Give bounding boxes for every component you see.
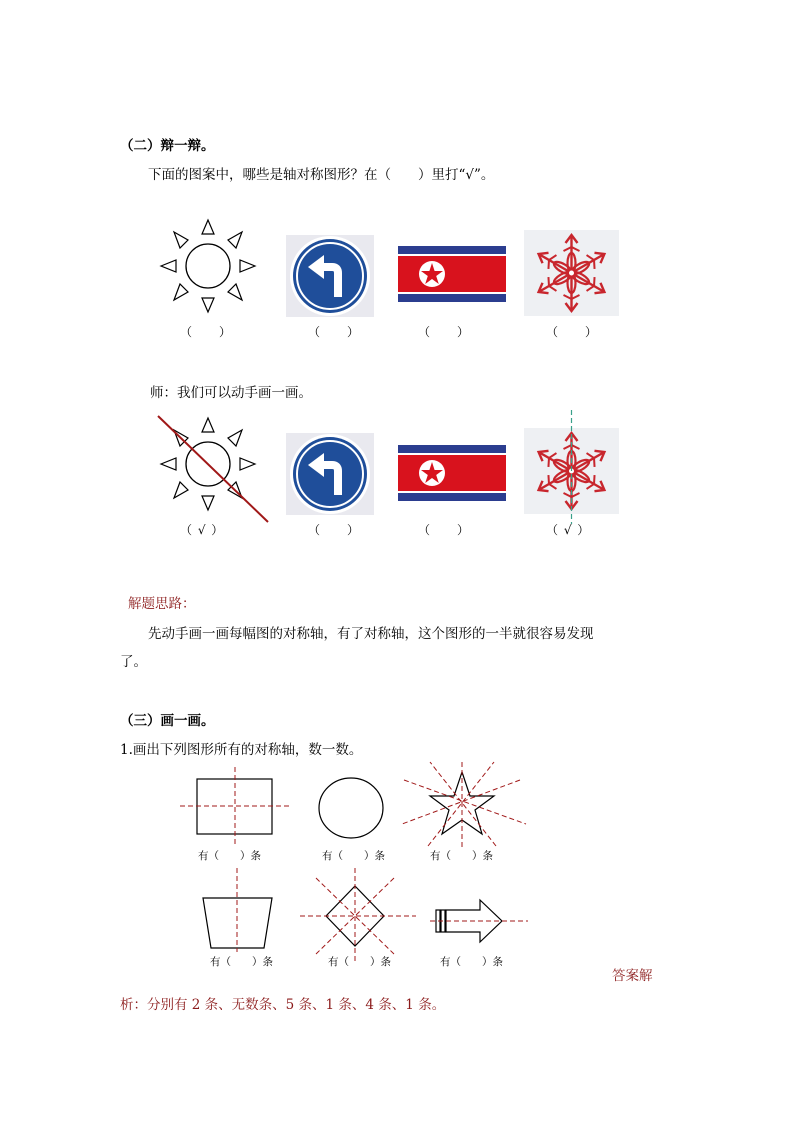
rectangle-shape [180,767,296,847]
answer-text-content: 析：分别有 2 条、无数条、5 条、1 条、4 条、1 条。 [120,997,446,1013]
arrow-shape [430,894,530,950]
answer-paren-snowflake-checked[interactable]: （ √ ） [546,523,591,537]
answer-paren-snowflake[interactable]: （ ） [546,325,599,339]
star-shape [398,762,534,848]
section-3-question: 1.画出下列图形所有的对称轴，数一数。 [120,742,363,758]
count-arrow[interactable]: 有（ ）条 [440,956,503,968]
answer-paren-sun[interactable]: （ ） [180,325,233,339]
analysis-text-line2: 了。 [120,654,147,670]
sun-icon [158,218,258,314]
analysis-label: 解题思路： [128,596,196,612]
section-3-title: （三）画一画。 [120,713,215,729]
snowflake-icon [524,230,619,316]
count-circle[interactable]: 有（ ）条 [322,850,385,862]
section-2-title: （二）辩一辩。 [120,138,215,154]
count-star[interactable]: 有（ ）条 [430,850,493,862]
answer-paren-sign-2[interactable]: （ ） [308,523,361,537]
flag-icon-2 [398,445,506,501]
answer-paren-sign[interactable]: （ ） [308,325,361,339]
answer-text [120,993,445,1013]
section-2-instruction: 下面的图案中，哪些是轴对称图形？在（ ）里打“√”。 [148,167,495,183]
turn-left-sign-icon-2 [286,433,374,515]
flag-icon [398,246,506,302]
snowflake-icon-with-axis [524,428,619,514]
analysis-text-line1: 先动手画一画每幅图的对称轴，有了对称轴，这个图形的一半就很容易发现 [148,626,594,642]
answer-paren-flag-2[interactable]: （ ） [418,523,471,537]
teacher-note: 师：我们可以动手画一画。 [150,385,312,401]
count-trapezoid[interactable]: 有（ ）条 [210,956,273,968]
trapezoid-shape [200,868,276,952]
answer-label: 答案解 [612,968,653,984]
answer-paren-sun-checked[interactable]: （ √ ） [180,523,225,537]
diamond-square-shape [300,868,420,964]
circle-shape [316,776,386,840]
answer-paren-flag[interactable]: （ ） [418,325,471,339]
turn-left-sign-icon [286,235,374,317]
count-rectangle[interactable]: 有（ ）条 [198,850,261,862]
sun-icon-with-axis [158,416,258,512]
count-square[interactable]: 有（ ）条 [328,956,391,968]
